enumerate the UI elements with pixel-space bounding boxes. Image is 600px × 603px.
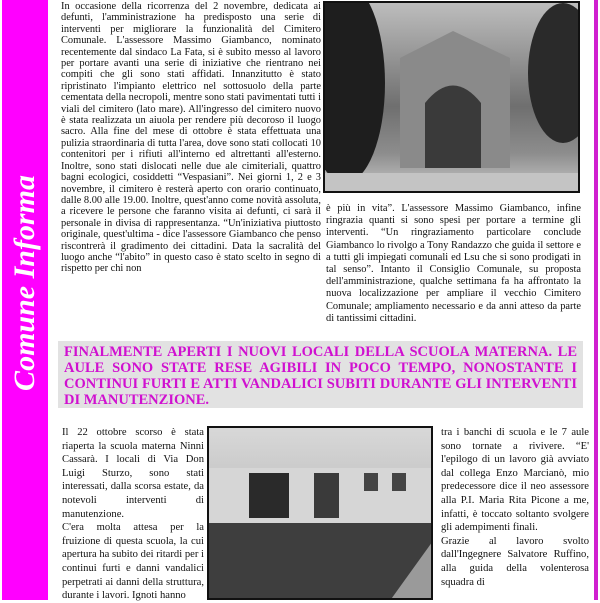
cemetery-gate-photo: [323, 1, 580, 193]
article1-column1: [61, 1, 321, 275]
school-building-photo: [207, 426, 433, 600]
article1-text: In occasione della ricorrenza del 2 novembre, dedicata ai defunti, l'amministrazione ha predisposto una serie di interventi per migliorare la funzionalità del Cimitero Comunale. L'assessore Massimo Giambanco, nominato recentemente dal sindaco La Fata, si è subito messo al lavoro per portare avanti una serie di iniziative che rientrano nei compiti che gli sono stati affidati. Innanzitutto è stato ripristinato l'impianto elettrico nel sottosuolo della parte cementata della necropoli, mentre sono stati pavimentati tutti i viali del cimitero (lato mare). All'ingresso del cimitero nuovo è stata realizzata un aiuola per rendere più decoroso il luogo sacro. Alla fine del mese di ottobre è stata effettuata una pulizia straordinaria di tutta l'area, dove sono stati collocati 10 contenitori per i rifiuti all'interno ed altrettanti all'esterno. Inoltre, sono stati dislocati nelle due ale cimiteriali, quattro bagni ecologici, cosiddetti “Vespasiani”. Nei giorni 1, 2 e 3 novembre, il cimitero è resterà aperto con orario continuato, dalle 8.00 alle 19.00. Inoltre, quest'anno come novità assoluta, a ricevere le persone che faranno visita ai defunti, ci sarà il personale in divisa di rappresentanza. “Un'iniziativa piuttosto originale, quest'ultima - dice l'assessore Giambanco che penso riscontrerà il gradimento dei cittadini. Data la sacralità del luogo anche “l'abito” in questo caso è stato scelto in segno di rispetto per chi non: [61, 1, 321, 275]
article2-headline: FINALMENTE APERTI I NUOVI LOCALI DELLA SCUOLA MATERNA. LE AULE SONO STATE RESE AGIBILI IN POCO TEMPO, NONOSTANTE I CONTINUI FURTI E ATTI VANDALICI SUBITI DURANTE GLI INTERVENTI DI MANUTENZIONE.: [58, 341, 583, 408]
article2-paragraph: C'era molta attesa per la fruizione di questa scuola, la cui apertura ha subito dei ritardi per i continui furti e danni vandalici perpetrati ai danni della struttura, durante i lavori. Ignoti hanno: [62, 522, 204, 602]
article1-column2: [326, 203, 581, 325]
article1-text-continued: è più in vita”. L'assessore Massimo Giambanco, infine ringrazia quanti si sono spesi per portare a termine gli interventi. “Un ringraziamento particolare conclude Giambanco lo rivolgo a Tony Randazzo che guida il settore e a tutti gli impiegati comunali ed Lsu che si sono prodigati in tal senso”. Intanto il Consiglio Comunale, su proposta dell'amministrazione, qualche settimana fa ha affrontato la nuova localizzazione per ampliare il vecchio Cimitero Comunale; ampliamento necessario e da anni atteso da parte di tantissimi cittadini.: [326, 203, 581, 324]
sidebar-banner: [2, 0, 48, 600]
section-title: Comune Informa: [8, 175, 41, 391]
article2-column1: [62, 426, 204, 603]
article2-column2: [441, 426, 589, 589]
article2-paragraph: Il 22 ottobre scorso è stata riaperta la scuola materna Ninni Cassarà. I locali di Via Don Luigi Sturzo, sono stati interessati, dalla scorsa estate, da notevoli interventi di manutenzione.: [62, 427, 204, 520]
article2-paragraph: Grazie al lavoro svolto dall'Ingegnere Salvatore Ruffino, alla guida della volenterosa squadra di: [441, 535, 589, 588]
article2-paragraph: tra i banchi di scuola e le 7 aule sono tornate a rivivere. “E' l'epilogo di un lavoro già avviato dal collega Enzo Marcianò, mio predecessore dice il neo assessore alla P.I. Maria Rita Picone a me, infatti, è toccato soltanto svolgere gli adempimenti finali.: [441, 427, 589, 534]
right-border-rule: [594, 0, 598, 600]
